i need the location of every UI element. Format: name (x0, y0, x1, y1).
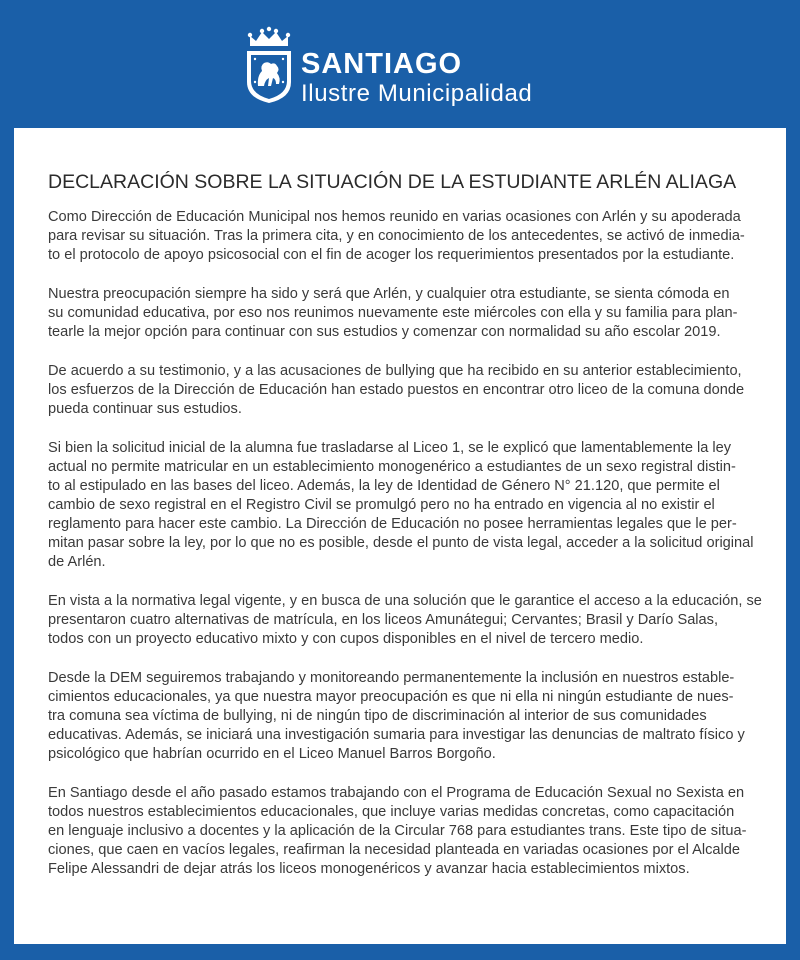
paragraph-line: Como Dirección de Educación Municipal nos hemos reunido en varias ocasiones con Arlén y su apoderada (48, 209, 741, 225)
paragraph-line: psicológico que habrían ocurrido en el Liceo Manuel Barros Borgoño. (48, 746, 496, 762)
paragraph-line: todos nuestros establecimientos educacionales, que incluye varias medidas concretas, como capacitación (48, 804, 735, 820)
paragraph-line: para revisar su situación. Tras la primera cita, y en conocimiento de los antecedentes, se activó de inmedia- (48, 228, 745, 244)
paragraph-line: los esfuerzos de la Dirección de Educación han estado puestos en encontrar otro liceo de la comuna donde (48, 382, 745, 398)
declaration-paragraph (48, 439, 773, 572)
paragraph-line: Desde la DEM seguiremos trabajando y monitoreando permanentemente la inclusión en nuestros estable- (48, 670, 735, 686)
paragraph-line: educativas. Además, se iniciará una investigación sumaria para investigar las denuncias de maltrato físico y (48, 727, 745, 743)
paragraph-line: su comunidad educativa, por eso nos reunimos nuevamente este miércoles con ella y su familia para plan- (48, 305, 738, 321)
paragraph-line: ciones, que caen en vacíos legales, reafirman la necesidad planteada en variadas ocasiones por el Alcalde (48, 842, 741, 858)
paragraph-line: cimientos educacionales, ya que nuestra mayor preocupación es que ni ella ni ningún estudiante de nues- (48, 689, 734, 705)
declaration-card (14, 128, 786, 944)
paragraph-line: tra comuna sea víctima de bullying, ni de ningún tipo de discriminación al interior de sus comunidades (48, 708, 707, 724)
paragraph-line: todos con un proyecto educativo mixto y con cupos disponibles en el nivel de tercero medio. (48, 631, 644, 647)
paragraph-line: Si bien la solicitud inicial de la alumna fue trasladarse al Liceo 1, se le explicó que lamentablemente la ley (48, 440, 732, 456)
paragraph-line: pueda continuar sus estudios. (48, 401, 242, 417)
paragraph-line: de Arlén. (48, 554, 106, 570)
declaration-paragraph (48, 285, 773, 342)
paragraph-line: to el protocolo de apoyo psicosocial con el fin de acoger los requerimientos presentados por la estudiante. (48, 247, 735, 263)
paragraph-line: De acuerdo a su testimonio, y a las acusaciones de bullying que ha recibido en su anterior establecimiento, (48, 363, 742, 379)
santiago-coat-of-arms-icon (244, 26, 294, 104)
declaration-paragraph (48, 784, 773, 879)
paragraph-line: Felipe Alessandri de dejar atrás los liceos monogenéricos y avanzar hacia establecimientos mixtos. (48, 861, 690, 877)
brand-subtitle: Ilustre Municipalidad (301, 80, 533, 107)
declaration-body (48, 208, 773, 899)
header (0, 0, 800, 128)
declaration-title: DECLARACIÓN SOBRE LA SITUACIÓN DE LA ESTUDIANTE ARLÉN ALIAGA (48, 171, 737, 193)
paragraph-line: cambio de sexo registral en el Registro Civil se promulgó pero no ha entrado en vigencia al no existir el (48, 497, 715, 513)
paragraph-line: actual no permite matricular en un establecimiento monogenérico a estudiantes de un sexo registral distin- (48, 459, 736, 475)
declaration-paragraph (48, 669, 773, 764)
paragraph-line: presentaron cuatro alternativas de matrícula, en los liceos Amunátegui; Cervantes; Brasil y Darío Salas, (48, 612, 719, 628)
declaration-paragraph (48, 362, 773, 419)
paragraph-line: mitan pasar sobre la ley, por lo que no es posible, desde el punto de vista legal, acceder a la solicitud original (48, 535, 754, 551)
brand-name: SANTIAGO (301, 48, 463, 80)
paragraph-line: Nuestra preocupación siempre ha sido y será que Arlén, y cualquier otra estudiante, se sienta cómoda en (48, 286, 730, 302)
paragraph-line: En vista a la normativa legal vigente, y en busca de una solución que le garantice el acceso a la educación, se (48, 593, 762, 609)
paragraph-line: En Santiago desde el año pasado estamos trabajando con el Programa de Educación Sexual no Sexista en (48, 785, 745, 801)
paragraph-line: to al estipulado en las bases del liceo. Además, la ley de Identidad de Género N° 21.120, que permite el (48, 478, 720, 494)
declaration-paragraph (48, 208, 773, 265)
paragraph-line: en lenguaje inclusivo a docentes y la aplicación de la Circular 768 para estudiantes trans. Este tipo de situa- (48, 823, 747, 839)
paragraph-line: reglamento para hacer este cambio. La Dirección de Educación no posee herramientas legales que le per- (48, 516, 737, 532)
declaration-paragraph (48, 592, 773, 649)
paragraph-line: tearle la mejor opción para continuar con sus estudios y comenzar con normalidad su año escolar 2019. (48, 324, 721, 340)
